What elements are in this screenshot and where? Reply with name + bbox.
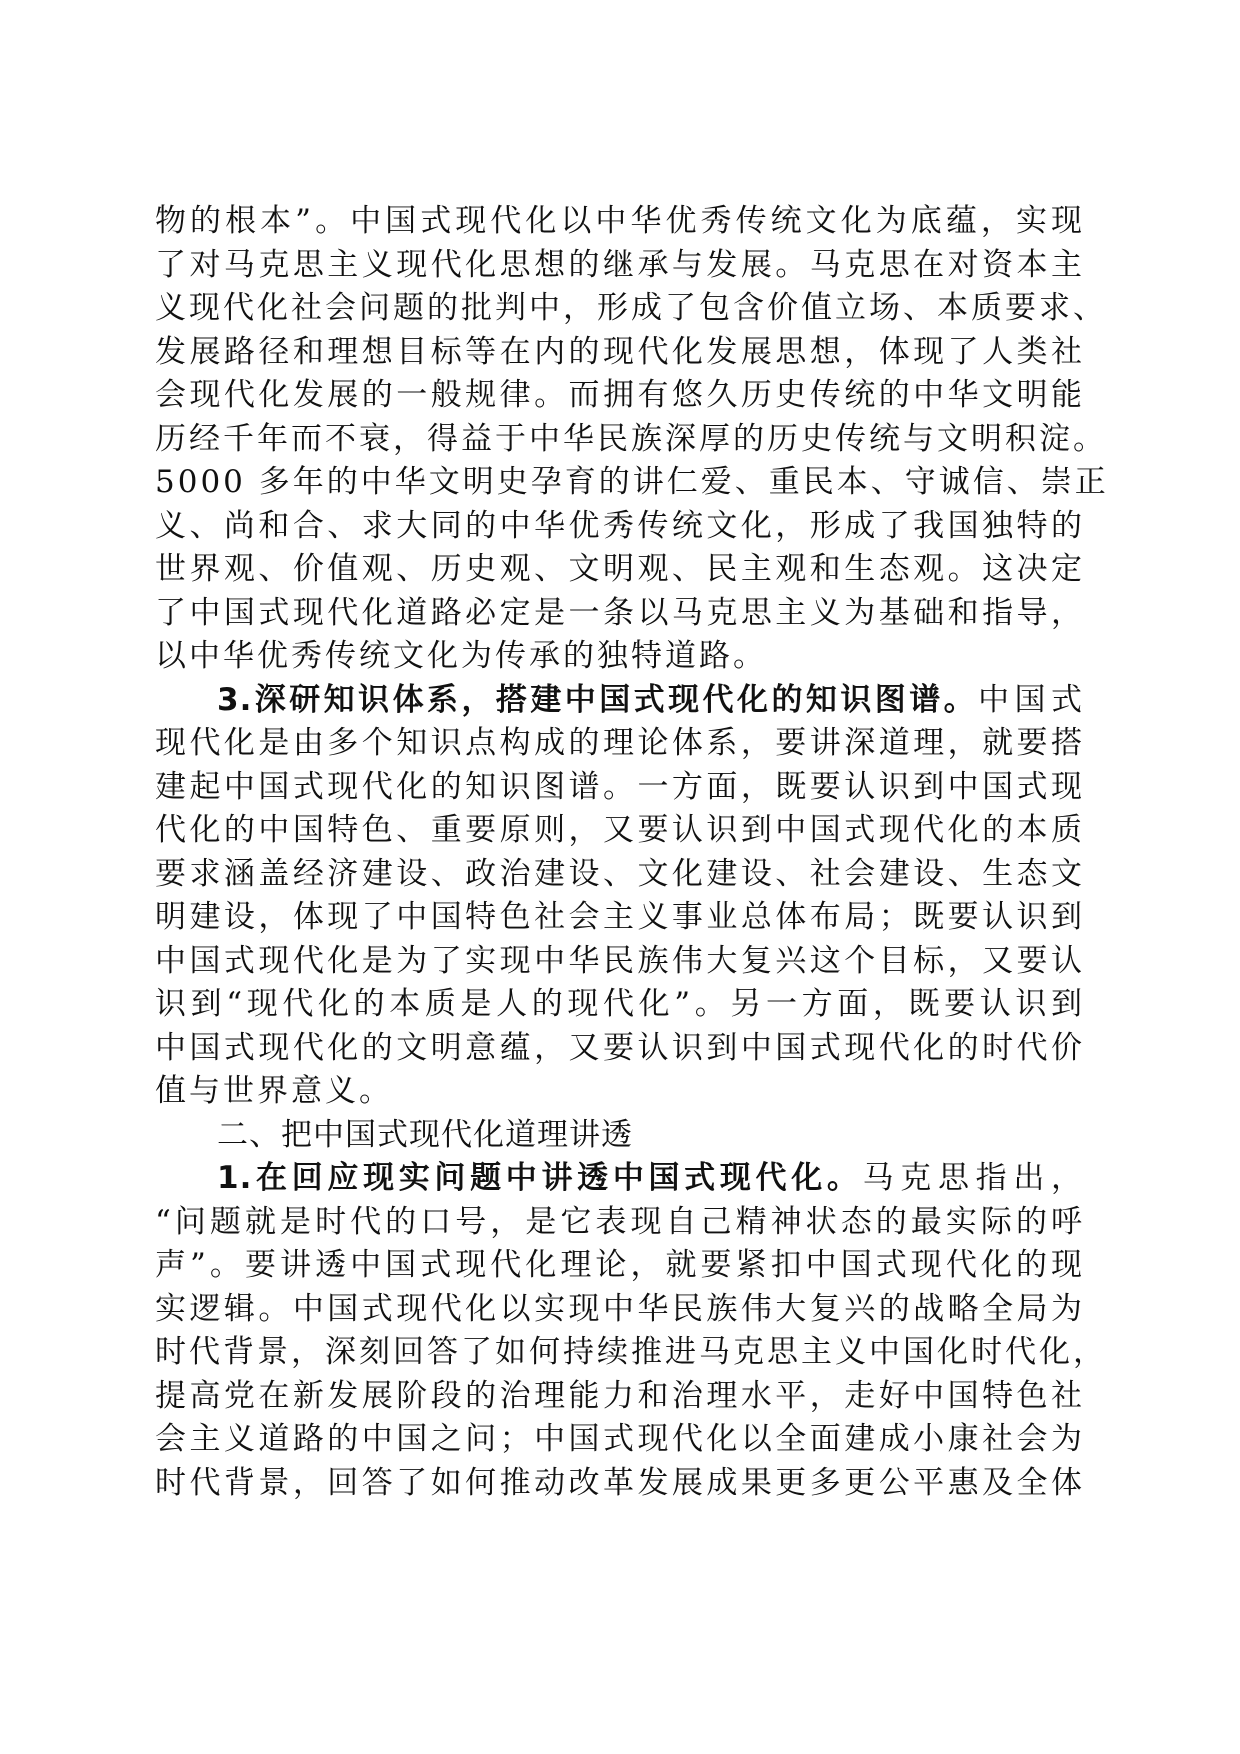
section-1-heading: 1.在回应现实问题中讲透中国式现代化。 bbox=[217, 1160, 863, 1196]
section-3-line: 要求涵盖经济建设、政治建设、文化建设、社会建设、生态文 bbox=[155, 855, 1085, 892]
body-line: 世界观、价值观、历史观、文明观、民主观和生态观。这决定 bbox=[155, 551, 1085, 587]
section-3-line: 中国式现代化是为了实现中华民族伟大复兴这个目标，又要认 bbox=[155, 942, 1085, 979]
section-3-lead-text: 中国式 bbox=[978, 681, 1085, 718]
body-line: 物的根本”。中国式现代化以中华优秀传统文化为底蕴，实现 bbox=[155, 203, 1085, 239]
section-1-line: 实逻辑。中国式现代化以实现中华民族伟大复兴的战略全局为 bbox=[155, 1290, 1085, 1327]
section-3-line: 明建设，体现了中国特色社会主义事业总体布局；既要认识到 bbox=[155, 899, 1085, 935]
section-1-first-line bbox=[155, 1157, 1085, 1201]
section-3-line: 值与世界意义。 bbox=[155, 1073, 393, 1109]
section-1-line: 提高党在新发展阶段的治理能力和治理水平，走好中国特色社 bbox=[155, 1377, 1085, 1414]
body-line: 义现代化社会问题的批判中，形成了包含价值立场、本质要求、 bbox=[155, 290, 1107, 326]
section-3-first-line bbox=[155, 679, 1085, 723]
section-1-line: “问题就是时代的口号，是它表现自己精神状态的最实际的呼 bbox=[155, 1203, 1085, 1240]
section-1-line: 会主义道路的中国之问；中国式现代化以全面建成小康社会为 bbox=[155, 1421, 1085, 1457]
part-two-heading: 二、把中国式现代化道理讲透 bbox=[217, 1116, 633, 1153]
section-3-heading: 3.深研知识体系，搭建中国式现代化的知识图谱。 bbox=[217, 681, 979, 718]
section-1-lead-text: 马克思指出， bbox=[862, 1160, 1085, 1196]
body-line: 义、尚和合、求大同的中华优秀传统文化，形成了我国独特的 bbox=[155, 507, 1085, 544]
body-line: 历经千年而不衰，得益于中华民族深厚的历史传统与文明积淀。 bbox=[155, 420, 1107, 457]
section-3-line: 中国式现代化的文明意蕴，又要认识到中国式现代化的时代价 bbox=[155, 1029, 1085, 1066]
section-3-line: 代化的中国特色、重要原则，又要认识到中国式现代化的本质 bbox=[155, 812, 1085, 848]
section-1-line: 声”。要讲透中国式现代化理论，就要紧扣中国式现代化的现 bbox=[155, 1247, 1085, 1283]
body-line: 以中华优秀传统文化为传承的独特道路。 bbox=[155, 638, 767, 674]
body-line: 了对马克思主义现代化思想的继承与发展。马克思在对资本主 bbox=[155, 246, 1085, 283]
body-line: 了中国式现代化道路必定是一条以马克思主义为基础和指导， bbox=[155, 594, 1085, 631]
body-line: 发展路径和理想目标等在内的现代化发展思想，体现了人类社 bbox=[155, 333, 1085, 370]
section-1-line: 时代背景，深刻回答了如何持续推进马克思主义中国化时代化， bbox=[155, 1334, 1107, 1370]
body-line: 5000 多年的中华文明史孕育的讲仁爱、重民本、守诚信、崇正 bbox=[155, 464, 1109, 500]
body-line: 会现代化发展的一般规律。而拥有悠久历史传统的中华文明能 bbox=[155, 377, 1085, 413]
section-1-line: 时代背景，回答了如何推动改革发展成果更多更公平惠及全体 bbox=[155, 1464, 1085, 1501]
section-3-line: 建起中国式现代化的知识图谱。一方面，既要认识到中国式现 bbox=[155, 768, 1085, 805]
section-3-line: 识到“现代化的本质是人的现代化”。另一方面，既要认识到 bbox=[155, 986, 1085, 1022]
document-body bbox=[155, 200, 1109, 1505]
section-3-line: 现代化是由多个知识点构成的理论体系，要讲深道理，就要搭 bbox=[155, 725, 1085, 761]
